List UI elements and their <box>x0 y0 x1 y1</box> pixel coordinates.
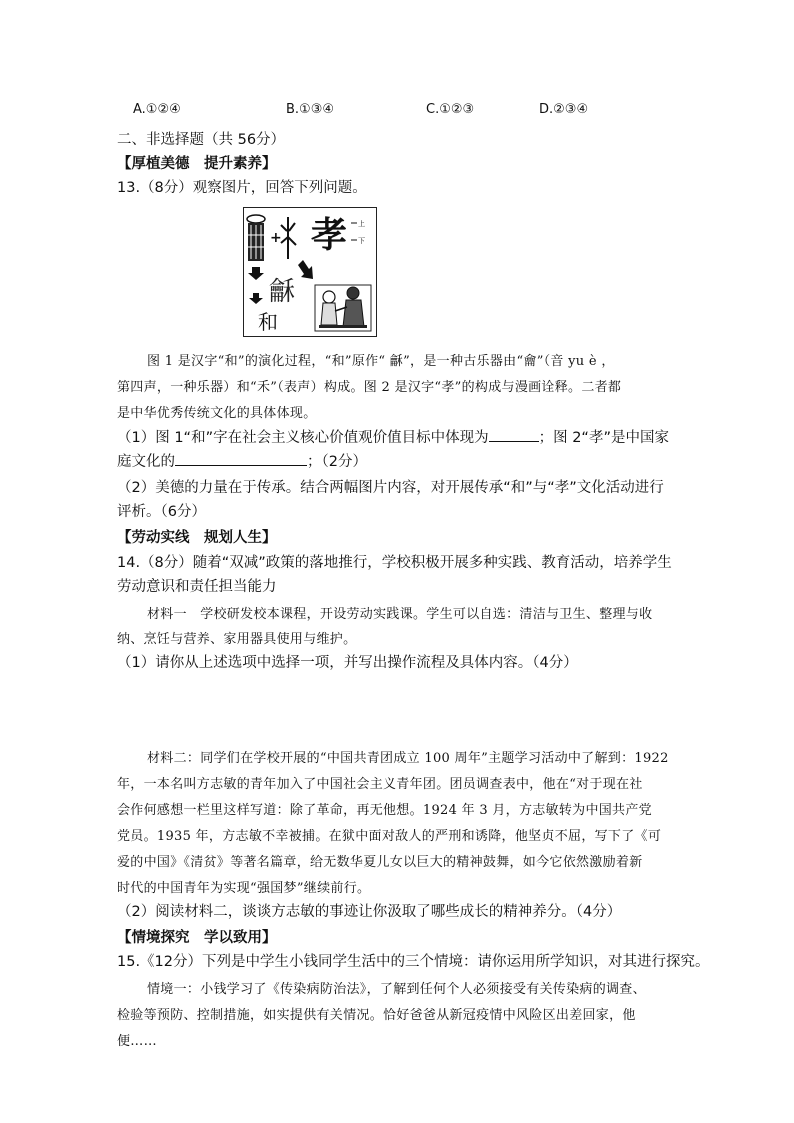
figure-description-line2: 第四声，一种乐器）和“禾”（表声）构成。图 2 是汉字“孝”的构成与漫画诠释。二者都 <box>117 380 622 395</box>
question-13-1-line1 <box>117 426 669 447</box>
answer-blank-2[interactable] <box>175 451 307 466</box>
material-1-line1: 材料一 学校研发校本课程，开设劳动实践课。学生可以自选：清洁与卫生、整理与收 <box>147 607 653 622</box>
he-character: 和 <box>258 310 278 334</box>
part1-heading: 【厚植美德 提升素养】 <box>117 156 277 172</box>
option-b: B.①③④ <box>286 102 335 117</box>
xiao-character: 孝 <box>311 215 348 256</box>
question-14-line2: 劳动意识和责任担当能力 <box>117 579 277 595</box>
material-2-line3: 会作何感想一栏里这样写道：除了革命，再无他想。1924 年 3 月，方志敏转为中国共产党 <box>117 803 652 818</box>
question-13-1-text-d: ；（2分） <box>307 454 367 470</box>
scenario-1-line3: 便…… <box>117 1034 157 1049</box>
material-2-line4: 党员。1935 年，方志敏不幸被捕。在狱中面对敌人的严刑和诱降，他坚贞不屈，写下了《可 <box>117 829 662 844</box>
question-13-2-line1: （2）美德的力量在于传承。结合两幅图片内容，对开展传承“和”与“孝”文化活动进行 <box>117 480 664 496</box>
question-13-1-line2 <box>117 450 367 471</box>
material-2-line5: 爱的中国》《清贫》等著名篇章，给无数华夏儿女以巨大的精神鼓舞，如今它依然激励着新 <box>117 855 643 870</box>
figure-description-line3: 是中华优秀传统文化的具体体现。 <box>117 406 317 421</box>
scenario-1-line2: 检验等预防、控制措施，如实提供有关情况。恰好爸爸从新冠疫情中风险区出差回家，他 <box>117 1008 636 1023</box>
material-2-line6: 时代的中国青年为实现“强国梦”继续前行。 <box>117 881 371 896</box>
question-13-1-text-b: ；图 2“孝”是中国家 <box>538 430 669 446</box>
question-13-1-text-c: 庭文化的 <box>117 454 175 470</box>
option-c: C.①②③ <box>426 102 475 117</box>
question-13-2-line2: 评析。（6分） <box>117 504 206 520</box>
option-a: A.①②④ <box>133 102 181 117</box>
scenario-1-line1: 情境一：小钱学习了《传染病防治法》，了解到任何个人必须接受有关传染病的调查、 <box>147 982 646 997</box>
answer-blank-1[interactable] <box>489 427 539 442</box>
question-15-stem: 15.《12分）下列是中学生小钱同学生活中的三个情境：请你运用所学知识，对其进行探究。 <box>117 954 710 970</box>
material-2-line2: 年，一本名叫方志敏的青年加入了中国社会主义青年团。团员调查表中，他在“对于现在社 <box>117 777 643 792</box>
question-14-2: （2）阅读材料二，谈谈方志敏的事迹让你汲取了哪些成长的精神养分。（4分） <box>117 904 622 920</box>
plus-sign: + <box>270 230 282 246</box>
part3-heading: 【情境探究 学以致用】 <box>117 930 277 946</box>
question-14-1: （1）请你从上述选项中选择一项，并写出操作流程及具体内容。（4分） <box>117 655 578 671</box>
material-2-line1: 材料二：同学们在学校开展的“中国共青团成立 100 周年”主题学习活动中了解到：1922 <box>147 751 669 766</box>
figure-he-xiao <box>243 207 377 337</box>
figure-description-line1: 图 1 是汉字“和”的演化过程，“和”原作“ 龢”，是一种古乐器由“龠”（音 yu è ， <box>147 354 615 369</box>
option-d: D.②③④ <box>539 102 589 117</box>
section-heading: 二、非选择题（共 56分） <box>117 132 286 148</box>
question-13-stem: 13.（8分）观察图片，回答下列问题。 <box>117 180 367 196</box>
down-label: 下 <box>358 237 365 245</box>
material-1-line2: 纳、烹饪与营养、家用器具使用与维护。 <box>117 632 357 647</box>
up-label: 上 <box>358 220 365 228</box>
question-13-1-text-a: （1）图 1“和”字在社会主义核心价值观价值目标中体现为 <box>117 430 489 446</box>
ancient-he-character: 龢 <box>269 277 296 307</box>
question-14-line1: 14.（8分）随着“双减”政策的落地推行，学校积极开展多种实践、教育活动，培养学生 <box>117 555 672 571</box>
part2-heading: 【劳动实线 规划人生】 <box>117 530 277 546</box>
